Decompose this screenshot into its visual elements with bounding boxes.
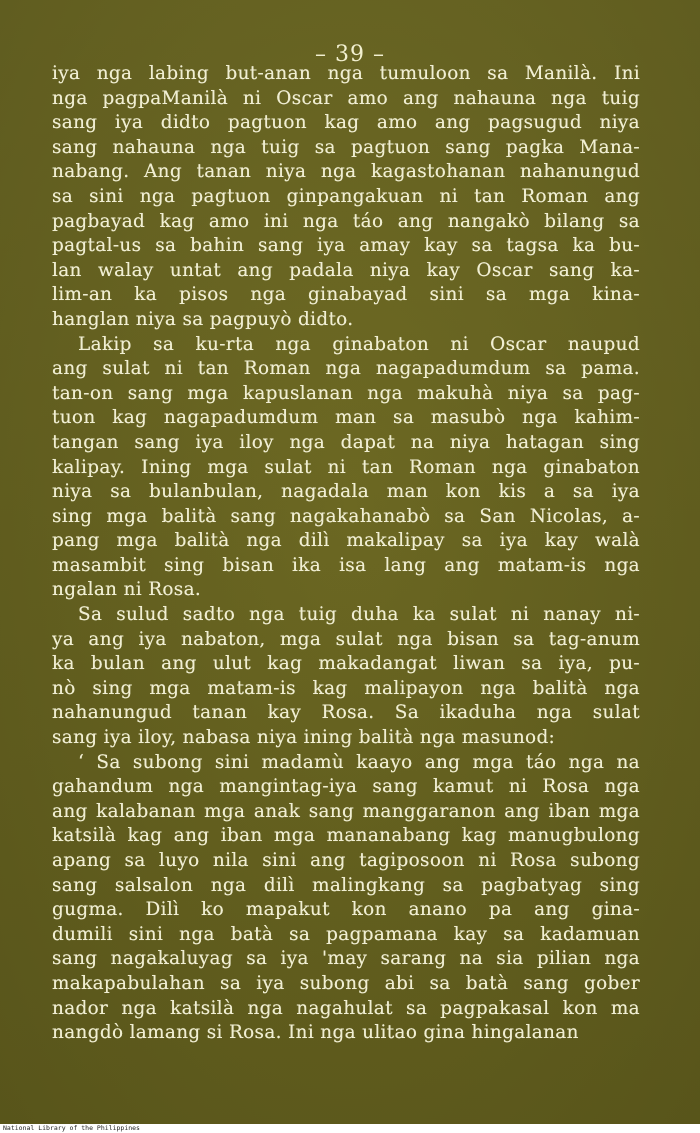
text-line: pagtal-us sa bahin sang iya amay kay sa tagsa ka bu- — [52, 235, 640, 257]
footer-bar — [0, 1124, 700, 1133]
text-line: nabang. Ang tanan niya nga kagastohanan nahanungud — [52, 161, 640, 183]
page-body-text — [52, 62, 640, 1046]
text-line: sa sini nga pagtuon ginpangakuan ni tan Roman ang — [52, 185, 640, 207]
text-line: tangan sang iya iloy nga dapat na niya hatagan sing — [52, 431, 640, 453]
text-line: sing mga balità sang nagakahanabò sa San Nicolas, a- — [52, 505, 640, 527]
text-line: Lakip sa ku-rta nga ginabaton ni Oscar naupud — [78, 333, 640, 355]
text-line: ya ang iya nabaton, mga sulat nga bisan sa tag-anum — [52, 628, 640, 650]
text-line: sang nagakaluyag sa iya 'may sarang na sia pilian nga — [52, 948, 640, 970]
text-line: lim-an ka pisos nga ginabayad sini sa mga kina- — [52, 284, 640, 306]
text-line: makapabulahan sa iya subong abi sa batà sang gober — [52, 972, 640, 994]
text-line: sang nahauna nga tuig sa pagtuon sang pagka Mana- — [52, 136, 640, 158]
page-number: – 39 – — [315, 42, 385, 67]
text-line: apang sa luyo nila sini ang tagiposoon ni Rosa subong — [52, 850, 640, 871]
text-line: ang sulat ni tan Roman nga nagapadumdum sa pama. — [52, 358, 640, 380]
text-line: masambit sing bisan ika isa lang ang matam-is nga — [52, 554, 640, 576]
text-line: niya sa bulanbulan, nagadala man kon kis a sa iya — [52, 481, 640, 503]
text-line: sang iya iloy, nabasa niya ining balità nga masunod: — [52, 727, 556, 749]
text-line: kalipay. Ining mga sulat ni tan Roman nga ginabaton — [52, 456, 640, 478]
text-line: nangdò lamang si Rosa. Ini nga ulitao gina hingalanan — [52, 1022, 579, 1044]
text-line: nò sing mga matam-is kag malipayon nga balità nga — [52, 677, 640, 699]
text-line: gahandum nga mangintag-iya sang kamut ni Rosa nga — [52, 776, 640, 798]
text-line: gugma. Dilì ko mapakut kon anano pa ang gina- — [52, 899, 640, 921]
text-line: sang salsalon nga dilì malingkang sa pagbatyag sing — [52, 874, 640, 896]
text-line: ang kalabanan mga anak sang manggaranon ang iban mga — [52, 800, 640, 822]
text-line: ‘ Sa subong sini madamù kaayo ang mga táo nga na — [78, 751, 640, 773]
text-line: nador nga katsilà nga nagahulat sa pagpakasal kon ma — [52, 997, 640, 1019]
text-line: iya nga labing but-anan nga tumuloon sa Manilà. Ini — [52, 63, 640, 84]
text-line: Sa sulud sadto nga tuig duha ka sulat ni nanay ni- — [78, 604, 640, 626]
text-line: ka bulan ang ulut kag makadangat liwan sa iya, pu- — [52, 653, 640, 675]
text-line: pagbayad kag amo ini nga táo ang nangakò bilang sa — [52, 210, 640, 232]
text-line: tan-on sang mga kapuslanan nga makuhà niya sa pag- — [52, 382, 640, 404]
library-credit: National Library of the Philippines — [3, 1124, 140, 1132]
text-line: tuon kag nagapadumdum man sa masubò nga kahim- — [52, 407, 640, 429]
text-line: nahanungud tanan kay Rosa. Sa ikaduha nga sulat — [52, 702, 640, 724]
text-line: lan walay untat ang padala niya kay Oscar sang ka- — [52, 259, 640, 281]
text-line: sang iya didto pagtuon kag amo ang pagsugud niya — [52, 112, 640, 134]
text-line: ngalan ni Rosa. — [52, 579, 202, 601]
text-line: dumili sini nga batà sa pagpamana kay sa kadamuan — [52, 923, 640, 945]
text-line: pang mga balità nga dilì makalipay sa iya kay walà — [52, 530, 640, 552]
text-line: hanglan niya sa pagpuyò didto. — [52, 308, 354, 330]
text-line: nga pagpaManilà ni Oscar amo ang nahauna nga tuig — [52, 87, 640, 109]
text-line: katsilà kag ang iban mga mananabang kag manugbulong — [52, 825, 640, 847]
